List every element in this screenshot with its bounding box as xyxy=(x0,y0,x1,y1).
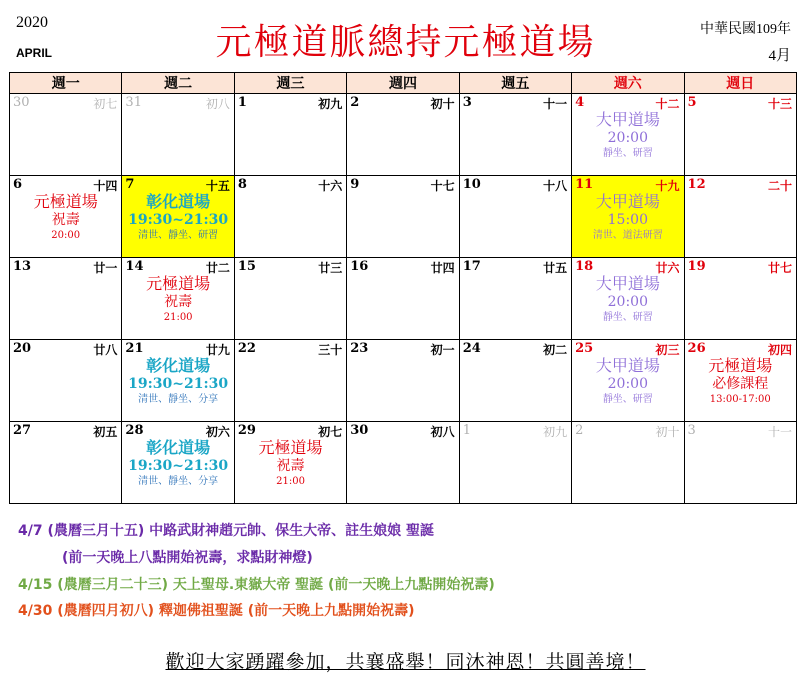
day-number: 16 xyxy=(350,259,369,274)
event-location: 元極道場 xyxy=(146,274,211,293)
calendar-event xyxy=(572,356,683,406)
day-number: 1 xyxy=(462,423,471,438)
calendar-week-row xyxy=(10,258,797,340)
day-cell-header xyxy=(122,94,233,110)
calendar-day-cell[interactable] xyxy=(347,176,459,258)
event-title-or-time: 祝壽 xyxy=(51,212,80,228)
day-number: 4 xyxy=(575,95,585,110)
note-apr7-detail: (前一天晚上八點開始祝壽，求點財神燈) xyxy=(62,550,313,566)
event-location: 彰化道場 xyxy=(146,356,211,375)
lunar-date: 十九 xyxy=(655,179,680,193)
event-detail: 21:00 xyxy=(163,311,193,323)
calendar-day-cell[interactable] xyxy=(10,176,122,258)
lunar-date: 初五 xyxy=(93,425,118,439)
weekday-sun: 週日 xyxy=(684,73,796,94)
event-title-or-time: 祝壽 xyxy=(276,458,305,474)
year-label: 2020 xyxy=(16,14,48,31)
lunar-date: 二十 xyxy=(767,179,792,193)
calendar-day-cell[interactable] xyxy=(459,176,571,258)
event-location: 元極道場 xyxy=(33,192,98,211)
event-detail: 靜坐、研習 xyxy=(602,147,653,159)
event-location: 大甲道場 xyxy=(595,356,660,375)
day-number: 22 xyxy=(237,341,256,356)
lunar-date: 初一 xyxy=(430,343,455,357)
event-title-or-time: 祝壽 xyxy=(164,294,193,310)
calendar-day-cell[interactable] xyxy=(10,340,122,422)
day-number: 5 xyxy=(687,95,697,110)
day-cell-header xyxy=(572,94,683,110)
event-title-or-time: 20:00 xyxy=(607,376,648,392)
day-number: 7 xyxy=(125,177,135,192)
event-title-or-time: 15:00 xyxy=(607,212,648,228)
event-title-or-time: 20:00 xyxy=(607,294,648,310)
calendar-day-cell[interactable] xyxy=(122,258,234,340)
calendar-day-cell[interactable] xyxy=(234,422,346,504)
lunar-date: 十六 xyxy=(318,179,343,193)
calendar-event xyxy=(122,356,233,406)
event-location: 大甲道場 xyxy=(595,274,660,293)
day-cell-header xyxy=(685,340,796,356)
day-number: 29 xyxy=(237,423,256,438)
note-apr30: 4/30 (農曆四月初八) 釋迦佛祖聖誕 (前一天晚上九點開始祝壽) xyxy=(18,603,415,619)
lunar-date: 十四 xyxy=(93,179,118,193)
day-number: 31 xyxy=(125,95,142,110)
day-number: 10 xyxy=(462,177,481,192)
lunar-date: 十一 xyxy=(767,425,792,439)
lunar-date: 廿三 xyxy=(318,261,343,275)
day-cell-header xyxy=(122,258,233,274)
calendar-event xyxy=(572,274,683,324)
lunar-date: 初八 xyxy=(205,97,230,111)
event-title-or-time: 19:30~21:30 xyxy=(128,212,229,228)
lunar-date: 十三 xyxy=(767,97,792,111)
lunar-date: 十五 xyxy=(205,179,230,193)
calendar-day-cell[interactable] xyxy=(347,422,459,504)
lunar-date: 廿七 xyxy=(767,261,792,275)
day-cell-header xyxy=(685,94,796,110)
lunar-date: 廿八 xyxy=(93,343,118,357)
weekday-sat: 週六 xyxy=(572,73,684,94)
day-cell-header xyxy=(460,176,571,192)
lunar-date: 初十 xyxy=(430,97,455,111)
day-cell-header xyxy=(235,94,346,110)
month-chinese-label: 4月 xyxy=(768,48,791,64)
calendar-event xyxy=(122,274,233,324)
calendar-day-cell[interactable] xyxy=(10,94,122,176)
day-number: 2 xyxy=(350,95,360,110)
calendar-event xyxy=(685,356,796,406)
weekday-wed: 週三 xyxy=(234,73,346,94)
day-number: 30 xyxy=(350,423,369,438)
event-detail: 13:00-17:00 xyxy=(709,393,771,405)
calendar-day-cell[interactable] xyxy=(10,422,122,504)
lunar-date: 廿五 xyxy=(543,261,568,275)
event-detail: 清世、靜坐、研習 xyxy=(138,229,219,241)
calendar-event xyxy=(235,438,346,488)
lunar-date: 十七 xyxy=(430,179,455,193)
calendar-day-cell[interactable] xyxy=(122,340,234,422)
day-cell-header xyxy=(235,340,346,356)
calendar-day-cell[interactable] xyxy=(684,340,796,422)
lunar-date: 三十 xyxy=(318,343,343,357)
calendar-day-cell[interactable] xyxy=(347,258,459,340)
event-title-or-time: 19:30~21:30 xyxy=(128,458,229,474)
lunar-date: 廿六 xyxy=(655,261,680,275)
day-number: 2 xyxy=(575,423,584,438)
calendar-week-row xyxy=(10,422,797,504)
day-number: 23 xyxy=(350,341,369,356)
day-number: 15 xyxy=(237,259,256,274)
day-cell-header xyxy=(235,176,346,192)
event-detail: 靜坐、研習 xyxy=(602,393,653,405)
calendar-day-cell[interactable] xyxy=(10,258,122,340)
lunar-date: 初九 xyxy=(318,97,343,111)
day-number: 8 xyxy=(237,177,247,192)
lunar-date: 初十 xyxy=(655,425,680,439)
day-cell-header xyxy=(347,340,458,356)
event-location: 大甲道場 xyxy=(595,110,660,129)
note-apr15: 4/15 (農曆三月二十三) 天上聖母.東嶽大帝 聖誕 (前一天晚上九點開始祝壽) xyxy=(18,577,495,593)
day-number: 25 xyxy=(575,341,594,356)
calendar-week-row xyxy=(10,340,797,422)
lunar-date: 初六 xyxy=(205,425,230,439)
calendar-day-cell[interactable] xyxy=(122,422,234,504)
calendar-day-cell[interactable] xyxy=(234,176,346,258)
calendar-day-cell[interactable] xyxy=(684,94,796,176)
event-detail: 清世、靜坐、分享 xyxy=(138,393,219,405)
calendar-event xyxy=(572,192,683,244)
calendar-day-cell[interactable] xyxy=(459,422,571,504)
day-number: 19 xyxy=(687,259,706,274)
calendar-day-cell[interactable] xyxy=(684,176,796,258)
calendar-event xyxy=(122,438,233,488)
calendar-day-cell[interactable] xyxy=(572,258,684,340)
day-number: 18 xyxy=(575,259,594,274)
weekday-header-row xyxy=(10,73,797,94)
event-location: 彰化道場 xyxy=(146,438,211,457)
calendar-week-row xyxy=(10,176,797,258)
day-number: 11 xyxy=(575,177,594,192)
day-number: 20 xyxy=(13,341,32,356)
lunar-date: 十八 xyxy=(543,179,568,193)
calendar-day-cell[interactable] xyxy=(234,94,346,176)
calendar-day-cell[interactable] xyxy=(347,94,459,176)
day-number: 12 xyxy=(687,177,706,192)
day-cell-header xyxy=(10,176,121,192)
day-cell-header xyxy=(572,176,683,192)
event-detail: 清世、道法研習 xyxy=(592,229,663,241)
day-number: 30 xyxy=(13,95,30,110)
calendar-grid xyxy=(9,72,797,504)
lunar-date: 廿四 xyxy=(430,261,455,275)
day-cell-header xyxy=(122,340,233,356)
day-cell-header xyxy=(347,176,458,192)
lunar-date: 初四 xyxy=(767,343,792,357)
day-number: 3 xyxy=(687,423,696,438)
lunar-date: 初八 xyxy=(430,425,455,439)
lunar-date: 廿九 xyxy=(205,343,230,357)
calendar-day-cell[interactable] xyxy=(122,176,234,258)
lunar-date: 初三 xyxy=(655,343,680,357)
day-number: 21 xyxy=(125,341,144,356)
calendar-day-cell[interactable] xyxy=(572,422,684,504)
calendar-day-cell[interactable] xyxy=(684,258,796,340)
event-title-or-time: 20:00 xyxy=(607,130,648,146)
day-cell-header xyxy=(347,94,458,110)
day-cell-header xyxy=(460,94,571,110)
day-cell-header xyxy=(460,422,571,438)
calendar-event xyxy=(122,192,233,244)
roc-year-label: 中華民國109年 xyxy=(700,22,791,37)
calendar-event xyxy=(10,192,121,242)
day-cell-header xyxy=(10,94,121,110)
calendar-week-row xyxy=(10,94,797,176)
day-number: 24 xyxy=(462,341,481,356)
day-cell-header xyxy=(685,176,796,192)
day-cell-header xyxy=(10,422,121,438)
day-cell-header xyxy=(235,258,346,274)
day-cell-header xyxy=(347,258,458,274)
welcome-message: 歡迎大家踴躍參加，共襄盛舉！同沐神恩！共圓善境！ xyxy=(165,651,646,673)
page-title: 元極道脈總持元極道場 xyxy=(215,22,596,63)
day-cell-header xyxy=(10,258,121,274)
day-number: 27 xyxy=(13,423,32,438)
lunar-date: 廿二 xyxy=(205,261,230,275)
event-detail: 20:00 xyxy=(51,229,81,241)
day-number: 3 xyxy=(462,95,472,110)
calendar-event xyxy=(572,110,683,160)
day-cell-header xyxy=(122,176,233,192)
day-cell-header xyxy=(235,422,346,438)
day-number: 6 xyxy=(13,177,23,192)
day-cell-header xyxy=(685,258,796,274)
calendar-day-cell[interactable] xyxy=(459,258,571,340)
calendar-day-cell[interactable] xyxy=(234,340,346,422)
day-cell-header xyxy=(347,422,458,438)
event-detail: 靜坐、研習 xyxy=(602,311,653,323)
calendar-day-cell[interactable] xyxy=(347,340,459,422)
weekday-fri: 週五 xyxy=(459,73,571,94)
day-cell-header xyxy=(572,258,683,274)
weekday-thu: 週四 xyxy=(347,73,459,94)
day-cell-header xyxy=(572,340,683,356)
lunar-date: 初九 xyxy=(543,425,568,439)
event-location: 彰化道場 xyxy=(146,192,211,211)
day-cell-header xyxy=(572,422,683,438)
day-cell-header xyxy=(460,258,571,274)
lunar-date: 初七 xyxy=(318,425,343,439)
lunar-date: 廿一 xyxy=(93,261,118,275)
day-cell-header xyxy=(685,422,796,438)
calendar-day-cell[interactable] xyxy=(234,258,346,340)
weekday-mon: 週一 xyxy=(10,73,122,94)
calendar-day-cell[interactable] xyxy=(684,422,796,504)
calendar-day-cell[interactable] xyxy=(459,340,571,422)
event-detail: 21:00 xyxy=(276,475,305,487)
lunar-date: 十一 xyxy=(543,97,568,111)
calendar-day-cell[interactable] xyxy=(572,94,684,176)
event-location: 大甲道場 xyxy=(595,192,660,211)
lunar-date: 初二 xyxy=(543,343,568,357)
day-number: 13 xyxy=(13,259,32,274)
day-cell-header xyxy=(460,340,571,356)
event-title-or-time: 19:30~21:30 xyxy=(128,376,229,392)
month-english-label: APRIL xyxy=(16,46,52,60)
day-number: 1 xyxy=(237,95,247,110)
event-detail: 清世、靜坐、分享 xyxy=(138,475,219,487)
event-location: 元極道場 xyxy=(258,438,323,457)
calendar-day-cell[interactable] xyxy=(572,340,684,422)
note-apr7: 4/7 (農曆三月十五) 中路武財神趙元帥、保生大帝、註生娘娘 聖誕 xyxy=(18,523,435,539)
event-location: 元極道場 xyxy=(708,356,773,375)
day-number: 26 xyxy=(687,341,706,356)
day-number: 17 xyxy=(462,259,481,274)
day-number: 9 xyxy=(350,177,360,192)
lunar-date: 初七 xyxy=(93,97,118,111)
event-title-or-time: 必修課程 xyxy=(712,376,769,392)
day-number: 14 xyxy=(125,259,144,274)
calendar-day-cell[interactable] xyxy=(459,94,571,176)
day-cell-header xyxy=(122,422,233,438)
day-number: 28 xyxy=(125,423,144,438)
calendar-day-cell[interactable] xyxy=(572,176,684,258)
weekday-tue: 週二 xyxy=(122,73,234,94)
calendar-day-cell[interactable] xyxy=(122,94,234,176)
day-cell-header xyxy=(10,340,121,356)
lunar-date: 十二 xyxy=(655,97,680,111)
